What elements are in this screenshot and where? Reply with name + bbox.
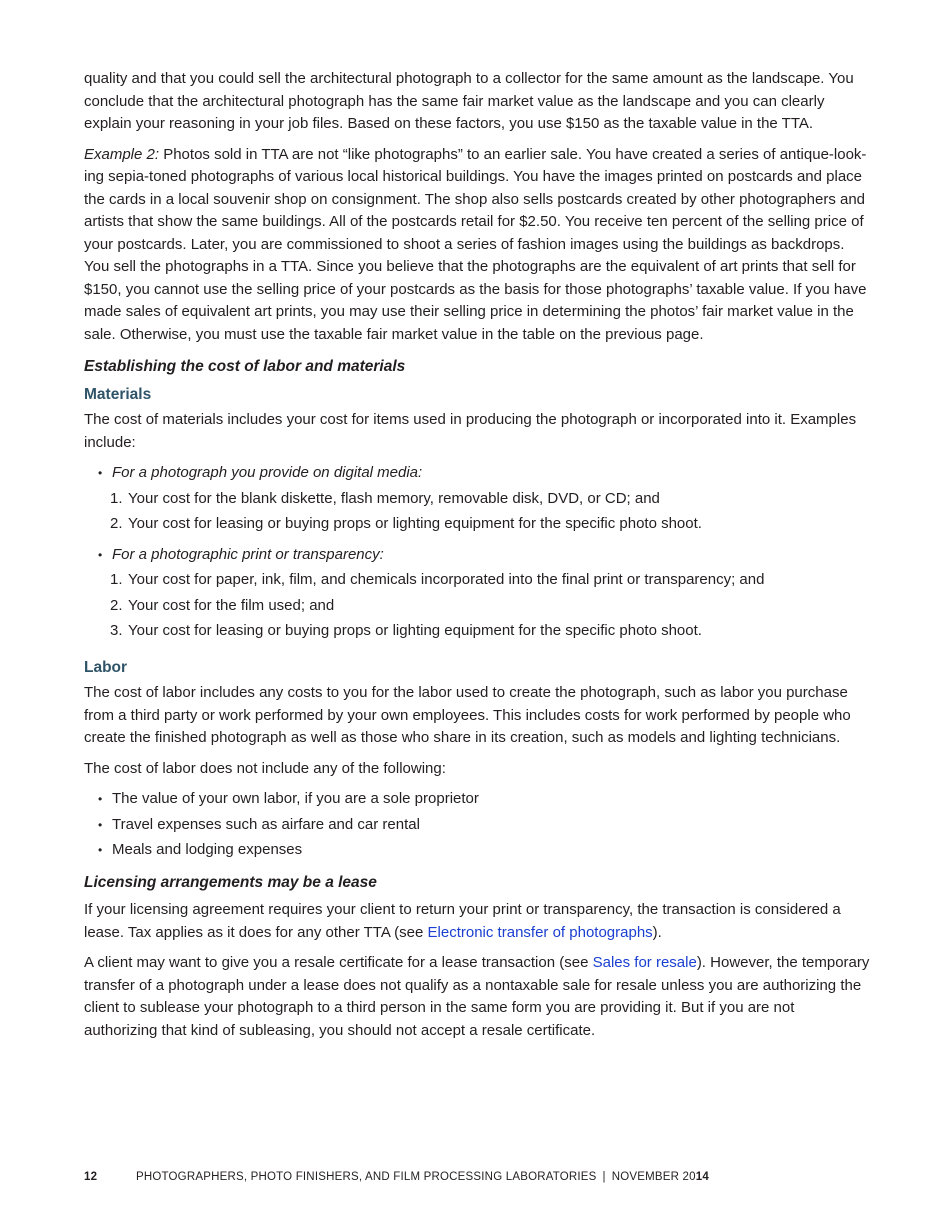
list-item: 1. Your cost for paper, ink, film, and chemicals incorporated into the final print or transparency; and xyxy=(110,571,765,588)
electronic-transfer-link[interactable]: Electronic transfer of photographs xyxy=(427,923,653,941)
labor-paragraph-2: The cost of labor does not include any of the following: xyxy=(84,759,446,777)
materials-heading: Materials xyxy=(84,385,152,403)
list-item: • Meals and lodging expenses xyxy=(84,839,870,862)
example-2-text: Photos sold in TTA are not “like photographs” to an earlier sale. You have created a series of antique-looking sepia-toned photographs of various local historical buildings. You have the images printed on postcards and place the cards in a local souvenir shop on consignment. The shop also sells postcards created by other photographers and artists that show the same buildings. All of the postcards retail for $2.50. You receive ten percent of the selling price of your postcards. Later, you are commissioned to shoot a series of fashion images using the buildings as backdrops. You sell the photographs in a TTA. Since you believe that the photographs are the equivalent of art prints that sell for $150, you cannot use the selling price of your postcards as the basis for those photographs’ taxable value. If you have made sales of equivalent art prints, you may use their selling price in determining the photos’ fair market value in the sale. Otherwise, you must use the taxable fair market value in the table on the previous page. xyxy=(84,145,867,343)
digital-media-costs xyxy=(110,488,870,536)
cost-section-heading: Establishing the cost of labor and materials xyxy=(84,358,406,375)
list-item: 2. Your cost for leasing or buying props or lighting equipment for the specific photo shoot. xyxy=(110,515,702,532)
licensing-heading: Licensing arrangements may be a lease xyxy=(84,873,377,891)
labor-paragraph-1: The cost of labor includes any costs to you for the labor used to create the photograph, such as labor you purchase from a third party or work performed by your own employees. This includes costs for work performed by people who create the finished photograph as well as those who share in its creation, such as models and lighting technicians. xyxy=(84,684,851,746)
materials-print-item xyxy=(84,544,870,643)
licensing-paragraph-1: If your licensing agreement requires your client to return your print or transparency, the transaction is considered a lease. Tax applies as it does for any other TTA (see Electronic transfer of photographs). xyxy=(84,901,841,941)
print-transparency-label: For a photographic print or transparency: xyxy=(112,545,384,563)
list-item: 2. Your cost for the film used; and xyxy=(110,596,335,614)
list-item: 1. Your cost for the blank diskette, flash memory, removable disk, DVD, or CD; and xyxy=(110,489,660,507)
page-footer xyxy=(84,1171,709,1183)
intro-paragraph: quality and that you could sell the architectural photograph to a collector for the same amount as the landscape. You conclude that the architectural photograph has the same fair market value as the landscape and you can clearly explain your reasoning in your job files. Based on these factors, you use $150 as the taxable value in the TTA. xyxy=(84,70,854,132)
labor-heading: Labor xyxy=(84,658,128,676)
digital-media-label: For a photograph you provide on digital media: xyxy=(112,464,423,481)
page-content xyxy=(84,68,870,1050)
materials-intro: The cost of materials includes your cost for items used in producing the photograph or incorporated into it. Examples include: xyxy=(84,411,857,451)
licensing-paragraph-2: A client may want to give you a resale certificate for a lease transaction (see Sales for resale). However, the temporary transfer of a photograph under a lease does not qualify as a nontaxable sale for resale unless you are authorizing the client to sublease your photograph to a third person in the same form you are providing it. But if you are not authorizing that kind of subleasing, you should not accept a resale certificate. xyxy=(84,954,870,1039)
publication-title: PHOTOGRAPHERS, PHOTO FINISHERS, AND FILM PROCESSING LABORATORIES xyxy=(136,1171,597,1183)
labor-exclusions-list xyxy=(84,788,870,862)
materials-digital-item xyxy=(84,462,870,536)
list-item: • Travel expenses such as airfare and car rental xyxy=(84,814,870,837)
example-2-paragraph xyxy=(84,144,870,347)
print-costs xyxy=(110,569,870,643)
publication-date: NOVEMBER 2014 xyxy=(611,1171,709,1183)
list-item: • The value of your own labor, if you are a sole proprietor xyxy=(84,788,870,811)
sales-for-resale-link[interactable]: Sales for resale xyxy=(592,954,697,971)
example-2-label: Example 2: xyxy=(84,145,160,163)
materials-list xyxy=(84,462,870,643)
page-number: 12 xyxy=(84,1171,98,1183)
footer-separator: | xyxy=(602,1171,606,1183)
list-item: 3. Your cost for leasing or buying props or lighting equipment for the specific photo shoot. xyxy=(110,622,702,639)
